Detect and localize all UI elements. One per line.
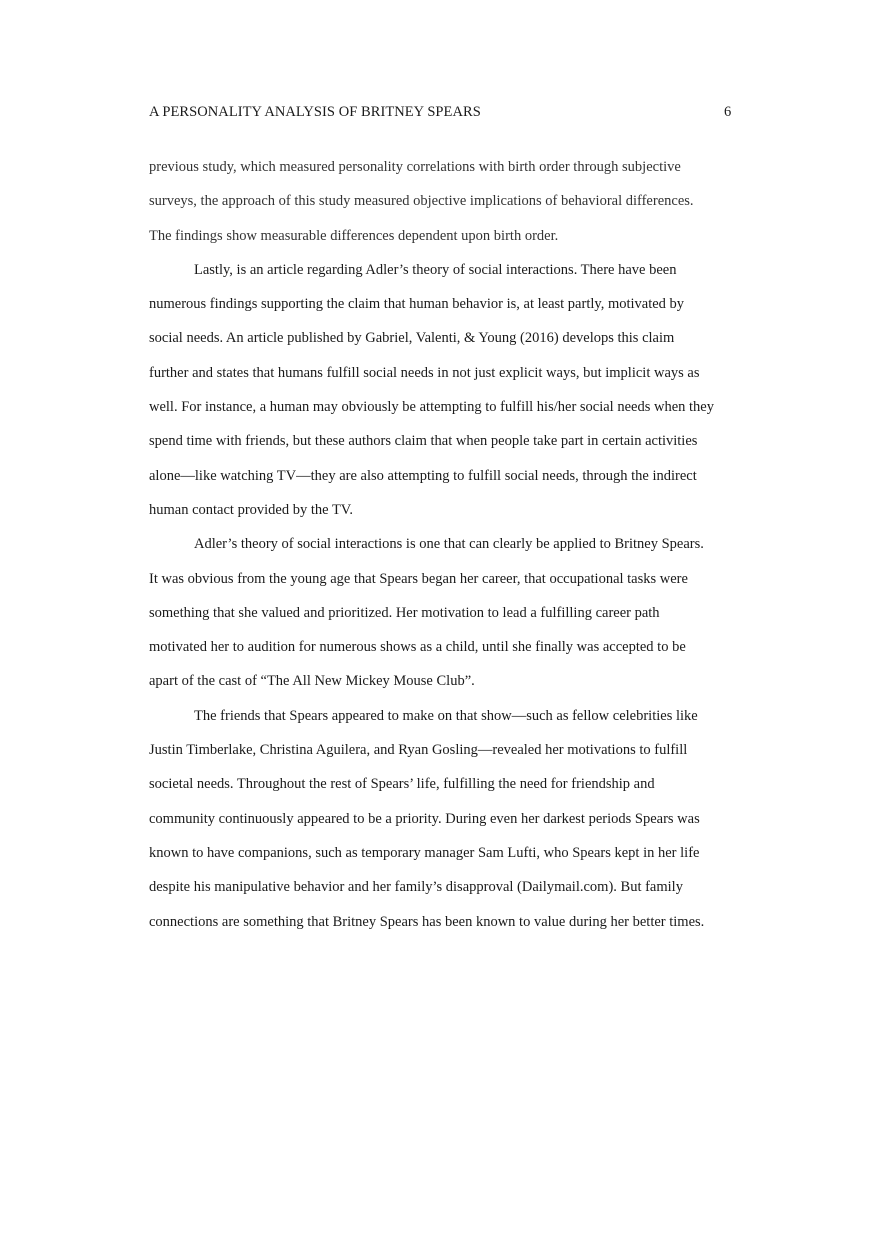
text-line: The findings show measurable differences dependent upon birth order. <box>149 227 559 244</box>
text-line: social needs. An article published by Gabriel, Valenti, & Young (2016) develops this claim <box>149 330 675 347</box>
text-line: Justin Timberlake, Christina Aguilera, and Ryan Gosling—revealed her motivations to fulfill <box>149 742 688 759</box>
text-line: previous study, which measured personality correlations with birth order through subjective <box>149 159 681 175</box>
running-head: A PERSONALITY ANALYSIS OF BRITNEY SPEARS <box>149 104 481 120</box>
text-line: despite his manipulative behavior and her family’s disapproval (Dailymail.com). But family <box>149 879 683 896</box>
text-line: spend time with friends, but these authors claim that when people take part in certain activities <box>149 433 698 450</box>
text-line: It was obvious from the young age that Spears began her career, that occupational tasks were <box>149 570 688 587</box>
text-line: apart of the cast of “The All New Mickey Mouse Club”. <box>149 673 475 690</box>
text-line: known to have companions, such as temporary manager Sam Lufti, who Spears kept in her life <box>149 844 700 861</box>
text-line: human contact provided by the TV. <box>149 501 354 518</box>
paragraph-first-line: Lastly, is an article regarding Adler’s theory of social interactions. There have been <box>194 261 677 278</box>
text-line: further and states that humans fulfill social needs in not just explicit ways, but implicit ways as <box>149 364 700 381</box>
text-line: something that she valued and prioritized. Her motivation to lead a fulfilling career path <box>149 604 660 621</box>
paragraph-first-line: Adler’s theory of social interactions is one that can clearly be applied to Britney Spears. <box>194 536 704 553</box>
page-number: 6 <box>724 104 732 120</box>
text-line: motivated her to audition for numerous shows as a child, until she finally was accepted to be <box>149 639 686 656</box>
text-line: surveys, the approach of this study measured objective implications of behavioral differences. <box>149 193 694 210</box>
text-line: societal needs. Throughout the rest of Spears’ life, fulfilling the need for friendship and <box>149 776 655 793</box>
text-line: numerous findings supporting the claim that human behavior is, at least partly, motivated by <box>149 296 685 313</box>
text-line: alone—like watching TV—they are also attempting to fulfill social needs, through the indirect <box>149 467 697 484</box>
body-text <box>149 150 739 939</box>
text-line: connections are something that Britney Spears has been known to value during her better times. <box>149 913 705 930</box>
text-line: well. For instance, a human may obviously be attempting to fulfill his/her social needs when they <box>149 399 714 416</box>
paragraph-first-line: The friends that Spears appeared to make on that show—such as fellow celebrities like <box>194 707 698 724</box>
text-line: community continuously appeared to be a priority. During even her darkest periods Spears was <box>149 810 700 827</box>
